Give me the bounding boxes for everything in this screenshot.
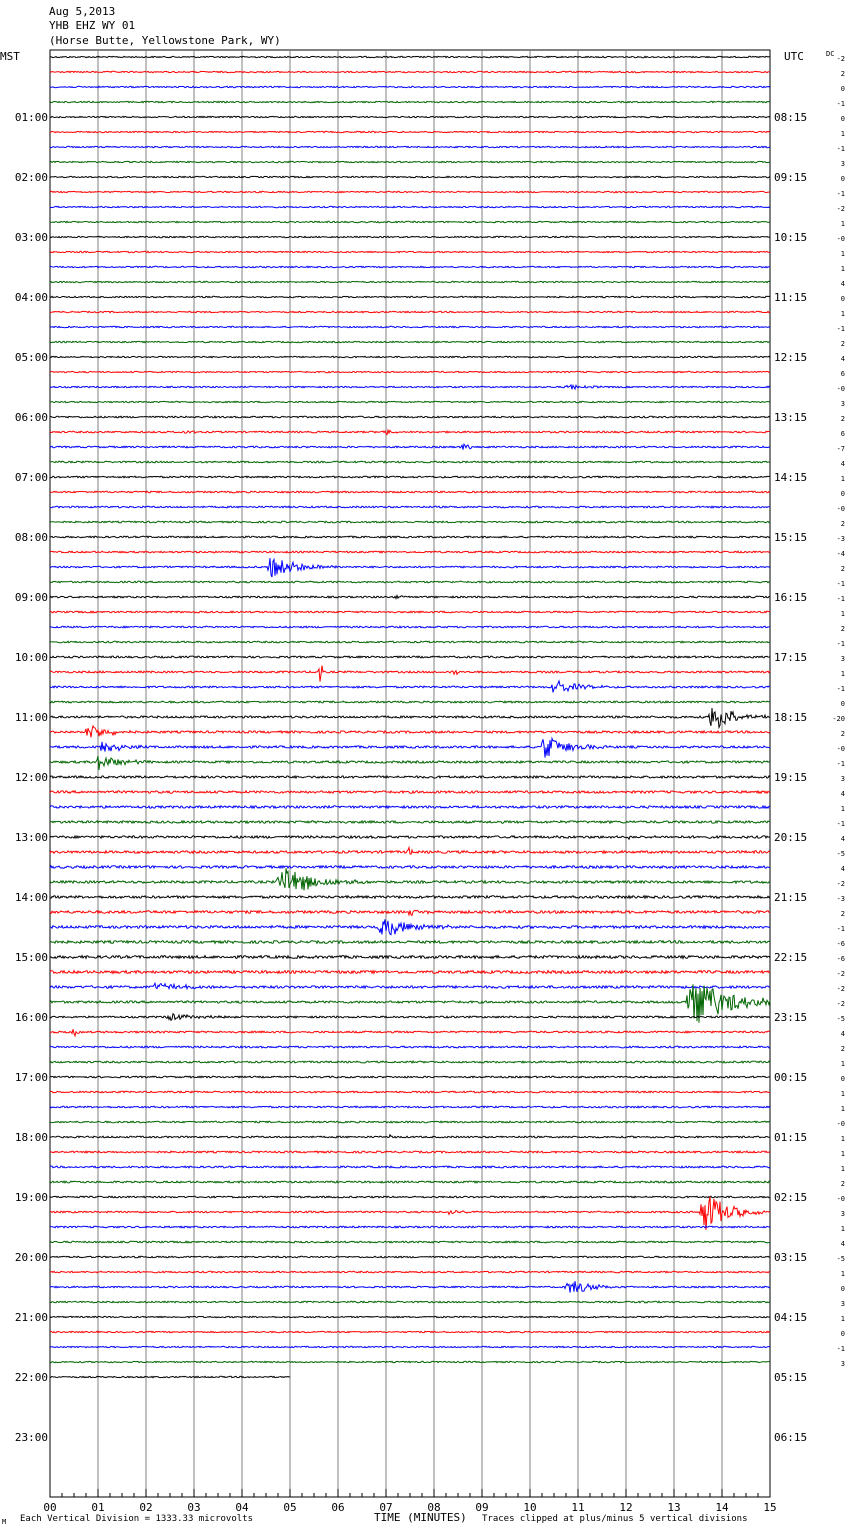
trace-line <box>50 1376 290 1377</box>
hour-label-left: 19:00 <box>14 1191 48 1204</box>
footer-clip-note: Traces clipped at plus/minus 5 vertical divisions <box>482 1514 748 1524</box>
trace-line <box>50 311 770 312</box>
dc-offset-label: -2 <box>836 1000 845 1008</box>
trace-line <box>50 836 770 839</box>
trace-line <box>50 444 770 449</box>
dc-offset-label: -2 <box>836 880 845 888</box>
left-axis-label: MST <box>0 50 20 63</box>
hour-label-right: 18:15 <box>774 711 808 724</box>
hour-label-right: 15:15 <box>774 531 808 544</box>
hour-label-right: 01:15 <box>774 1131 808 1144</box>
dc-offset-label: 2 <box>840 910 845 918</box>
trace-line <box>50 251 770 252</box>
trace-line <box>50 401 770 402</box>
trace-line <box>50 296 770 297</box>
trace-line <box>50 1061 770 1063</box>
x-tick-label: 13 <box>667 1501 681 1514</box>
hour-label-right: 21:15 <box>774 891 808 904</box>
trace-line <box>50 1316 770 1317</box>
trace-line <box>50 1226 770 1228</box>
x-tick-label: 05 <box>283 1501 297 1514</box>
dc-offset-label: -5 <box>836 1015 845 1023</box>
trace-line <box>50 806 770 808</box>
dc-offset-label: 1 <box>840 310 845 318</box>
trace-line <box>50 491 770 493</box>
trace-line <box>50 641 770 643</box>
x-tick-label: 14 <box>715 1501 729 1514</box>
trace-line <box>50 611 770 613</box>
x-tick-label: 11 <box>571 1501 585 1514</box>
dc-offset-label: 2 <box>840 625 845 633</box>
trace-line <box>50 1241 770 1243</box>
dc-offset-label: 1 <box>840 1315 845 1323</box>
trace-line <box>50 739 770 758</box>
dc-offset-label: -1 <box>836 685 845 693</box>
dc-offset-label: -2 <box>836 970 845 978</box>
hour-label-left: 01:00 <box>14 111 48 124</box>
dc-offset-label: 1 <box>840 1060 845 1068</box>
hour-label-right: 23:15 <box>774 1011 808 1024</box>
trace-line <box>50 191 770 192</box>
trace-line <box>50 236 770 237</box>
dc-offset-label: 4 <box>840 1030 845 1038</box>
trace-line <box>50 1196 770 1198</box>
trace-line <box>50 596 770 599</box>
dc-offset-label: -0 <box>836 235 845 243</box>
trace-line <box>50 101 770 102</box>
dc-offset-label: 1 <box>840 265 845 273</box>
dc-offset-label: -0 <box>836 505 845 513</box>
dc-offset-label: 2 <box>840 1180 845 1188</box>
trace-line <box>50 131 770 132</box>
trace-line <box>50 1281 770 1292</box>
trace-line <box>50 536 770 538</box>
trace-line <box>50 681 770 693</box>
x-tick-label: 00 <box>43 1501 57 1514</box>
trace-line <box>50 919 770 934</box>
trace-line <box>50 326 770 327</box>
dc-offset-label: 0 <box>840 175 845 183</box>
trace-line <box>50 896 770 899</box>
trace-line <box>50 281 770 282</box>
trace-line <box>50 1135 770 1138</box>
trace-line <box>50 1151 770 1153</box>
x-tick-label: 15 <box>763 1501 777 1514</box>
trace-line <box>50 176 770 177</box>
dc-offset-label: 6 <box>840 430 845 438</box>
footer-scale-note: Each Vertical Division = 1333.33 microvolts <box>20 1514 253 1524</box>
dc-offset-label: 0 <box>840 85 845 93</box>
dc-offset-label: -1 <box>836 760 845 768</box>
trace-line <box>50 776 770 778</box>
hour-label-left: 03:00 <box>14 231 48 244</box>
dc-offset-label: -20 <box>832 715 845 723</box>
dc-offset-label: -6 <box>836 940 845 948</box>
dc-offset-label: 1 <box>840 610 845 618</box>
x-tick-label: 10 <box>523 1501 537 1514</box>
trace-line <box>50 385 770 389</box>
hour-label-right: 20:15 <box>774 831 808 844</box>
dc-offset-label: 1 <box>840 1225 845 1233</box>
right-axis-label: UTC <box>784 50 804 63</box>
dc-offset-label: 3 <box>840 400 845 408</box>
hour-label-left: 22:00 <box>14 1371 48 1384</box>
trace-line <box>50 756 770 770</box>
dc-offset-label: 0 <box>840 295 845 303</box>
trace-line <box>50 581 770 583</box>
dc-offset-label: -5 <box>836 1255 845 1263</box>
trace-line <box>50 1256 770 1258</box>
dc-offset-label: 3 <box>840 1210 845 1218</box>
dc-offset-label: -1 <box>836 820 845 828</box>
trace-line <box>50 71 770 72</box>
hour-label-right: 09:15 <box>774 171 808 184</box>
hour-label-right: 04:15 <box>774 1311 808 1324</box>
trace-line <box>50 1197 770 1230</box>
dc-offset-label: 4 <box>840 280 845 288</box>
x-tick-label: 08 <box>427 1501 441 1514</box>
dc-offset-label: -1 <box>836 640 845 648</box>
dc-offset-label: 1 <box>840 250 845 258</box>
x-tick-label: 04 <box>235 1501 249 1514</box>
trace-line <box>50 371 770 372</box>
dc-offset-label: 0 <box>840 1075 845 1083</box>
dc-offset-label: 1 <box>840 1270 845 1278</box>
dc-offset-label: 1 <box>840 1135 845 1143</box>
trace-line <box>50 1346 770 1347</box>
dc-offset-label: 1 <box>840 1150 845 1158</box>
dc-offset-label: 2 <box>840 730 845 738</box>
dc-offset-label: -2 <box>836 205 845 213</box>
dc-offset-label: -0 <box>836 1195 845 1203</box>
hour-label-left: 02:00 <box>14 171 48 184</box>
trace-line <box>50 416 770 418</box>
hour-label-right: 17:15 <box>774 651 808 664</box>
dc-offset-label: -1 <box>836 190 845 198</box>
dc-offset-label: 0 <box>840 490 845 498</box>
hour-label-left: 13:00 <box>14 831 48 844</box>
dc-offset-label: -7 <box>836 445 845 453</box>
trace-line <box>50 1076 770 1078</box>
station-date: Aug 5,2013 <box>49 5 116 18</box>
trace-line <box>50 161 770 162</box>
trace-line <box>50 146 770 147</box>
trace-line <box>50 476 770 478</box>
trace-line <box>50 1014 770 1021</box>
trace-line <box>50 461 770 463</box>
hour-label-left: 23:00 <box>14 1431 48 1444</box>
dc-offset-label: 0 <box>840 700 845 708</box>
hour-label-left: 11:00 <box>14 711 48 724</box>
dc-offset-label: 1 <box>840 475 845 483</box>
dc-offset-label: -1 <box>836 595 845 603</box>
trace-line <box>50 1166 770 1168</box>
dc-offset-label: 4 <box>840 1240 845 1248</box>
dc-offset-label: -1 <box>836 1345 845 1353</box>
dc-offset-label: -0 <box>836 385 845 393</box>
dc-offset-label: 4 <box>840 460 845 468</box>
dc-offset-label: 4 <box>840 790 845 798</box>
dc-offset-label: -1 <box>836 100 845 108</box>
trace-line <box>50 971 770 974</box>
dc-offset-label: -1 <box>836 580 845 588</box>
hour-label-right: 16:15 <box>774 591 808 604</box>
trace-line <box>50 791 770 793</box>
trace-line <box>50 341 770 342</box>
hour-label-left: 08:00 <box>14 531 48 544</box>
station-code: YHB EHZ WY 01 <box>49 19 136 32</box>
trace-line <box>50 1181 770 1183</box>
dc-offset-label: -6 <box>836 955 845 963</box>
dc-offset-label: 2 <box>840 520 845 528</box>
dc-offset-label: 3 <box>840 1360 845 1368</box>
dc-offset-label: 3 <box>840 160 845 168</box>
trace-line <box>50 821 770 823</box>
trace-line <box>50 56 770 57</box>
trace-line <box>50 521 770 523</box>
x-tick-label: 12 <box>619 1501 633 1514</box>
hour-label-right: 02:15 <box>774 1191 808 1204</box>
trace-line <box>50 86 770 87</box>
trace-line <box>50 866 770 869</box>
hour-label-right: 06:15 <box>774 1431 808 1444</box>
trace-line <box>50 956 770 959</box>
trace-line <box>50 116 770 117</box>
hour-label-left: 17:00 <box>14 1071 48 1084</box>
trace-line <box>50 983 770 989</box>
dc-offset-label: 1 <box>840 1105 845 1113</box>
dc-offset-label: 1 <box>840 1165 845 1173</box>
hour-label-left: 09:00 <box>14 591 48 604</box>
hour-label-left: 15:00 <box>14 951 48 964</box>
dc-offset-label: 1 <box>840 220 845 228</box>
dc-offset-label: 0 <box>840 1285 845 1293</box>
trace-line <box>50 1331 770 1332</box>
trace-line <box>50 666 770 682</box>
trace-line <box>50 430 770 434</box>
trace-line <box>50 1091 770 1093</box>
hour-label-right: 08:15 <box>774 111 808 124</box>
hour-label-right: 05:15 <box>774 1371 808 1384</box>
trace-line <box>50 1361 770 1362</box>
dc-label: DC <box>826 50 835 58</box>
dc-offset-label: -4 <box>836 550 845 558</box>
trace-line <box>50 1046 770 1048</box>
dc-offset-label: 3 <box>840 775 845 783</box>
trace-line <box>50 1301 770 1303</box>
trace-line <box>50 868 770 890</box>
dc-offset-label: -2 <box>836 55 845 63</box>
dc-offset-label: 1 <box>840 670 845 678</box>
trace-line <box>50 1271 770 1273</box>
x-tick-label: 02 <box>139 1501 153 1514</box>
dc-offset-label: -1 <box>836 325 845 333</box>
dc-offset-label: -1 <box>836 925 845 933</box>
trace-line <box>50 1121 770 1123</box>
hour-label-right: 11:15 <box>774 291 808 304</box>
dc-offset-label: -0 <box>836 1120 845 1128</box>
trace-line <box>50 910 770 915</box>
trace-line <box>50 708 770 727</box>
dc-offset-label: 1 <box>840 805 845 813</box>
dc-offset-label: 2 <box>840 1045 845 1053</box>
trace-line <box>50 558 770 577</box>
dc-offset-label: 2 <box>840 70 845 78</box>
hour-label-left: 05:00 <box>14 351 48 364</box>
trace-line <box>50 266 770 267</box>
hour-label-right: 12:15 <box>774 351 808 364</box>
dc-offset-label: 1 <box>840 130 845 138</box>
dc-offset-label: -5 <box>836 850 845 858</box>
dc-offset-label: -1 <box>836 145 845 153</box>
dc-offset-label: 6 <box>840 370 845 378</box>
hour-label-right: 10:15 <box>774 231 808 244</box>
dc-offset-label: 4 <box>840 355 845 363</box>
dc-offset-label: 0 <box>840 115 845 123</box>
hour-label-left: 10:00 <box>14 651 48 664</box>
trace-line <box>50 506 770 508</box>
hour-label-left: 20:00 <box>14 1251 48 1264</box>
dc-offset-label: 3 <box>840 655 845 663</box>
trace-line <box>50 551 770 553</box>
hour-label-left: 16:00 <box>14 1011 48 1024</box>
trace-line <box>50 656 770 658</box>
dc-offset-label: 0 <box>840 1330 845 1338</box>
x-tick-label: 09 <box>475 1501 489 1514</box>
trace-line <box>50 1029 770 1036</box>
trace-line <box>50 626 770 628</box>
x-tick-label: 06 <box>331 1501 345 1514</box>
dc-offset-label: 2 <box>840 415 845 423</box>
hour-label-left: 18:00 <box>14 1131 48 1144</box>
dc-offset-label: 1 <box>840 1090 845 1098</box>
hour-label-right: 13:15 <box>774 411 808 424</box>
trace-line <box>50 701 770 703</box>
x-tick-label: 07 <box>379 1501 393 1514</box>
trace-line <box>50 726 770 737</box>
x-tick-label: 01 <box>91 1501 105 1514</box>
trace-line <box>50 941 770 944</box>
hour-label-left: 21:00 <box>14 1311 48 1324</box>
station-location: (Horse Butte, Yellowstone Park, WY) <box>49 34 281 47</box>
x-axis-title: TIME (MINUTES) <box>374 1511 467 1524</box>
hour-label-left: 06:00 <box>14 411 48 424</box>
trace-line <box>50 356 770 357</box>
dc-offset-label: -0 <box>836 745 845 753</box>
trace-line <box>50 206 770 207</box>
hour-label-right: 14:15 <box>774 471 808 484</box>
dc-offset-label: 4 <box>840 835 845 843</box>
trace-line <box>50 848 770 855</box>
hour-label-left: 07:00 <box>14 471 48 484</box>
x-tick-label: 03 <box>187 1501 201 1514</box>
hour-label-left: 14:00 <box>14 891 48 904</box>
dc-offset-label: -3 <box>836 895 845 903</box>
hour-label-right: 22:15 <box>774 951 808 964</box>
hour-label-right: 00:15 <box>774 1071 808 1084</box>
dc-offset-label: -2 <box>836 985 845 993</box>
trace-line <box>50 1106 770 1108</box>
hour-label-right: 03:15 <box>774 1251 808 1264</box>
dc-offset-label: -3 <box>836 535 845 543</box>
dc-offset-label: 2 <box>840 565 845 573</box>
hour-label-left: 12:00 <box>14 771 48 784</box>
trace-line <box>50 221 770 222</box>
footer-mark: M <box>2 1518 7 1526</box>
dc-offset-label: 2 <box>840 340 845 348</box>
hour-label-left: 04:00 <box>14 291 48 304</box>
dc-offset-label: 4 <box>840 865 845 873</box>
dc-offset-label: 3 <box>840 1300 845 1308</box>
hour-label-right: 19:15 <box>774 771 808 784</box>
